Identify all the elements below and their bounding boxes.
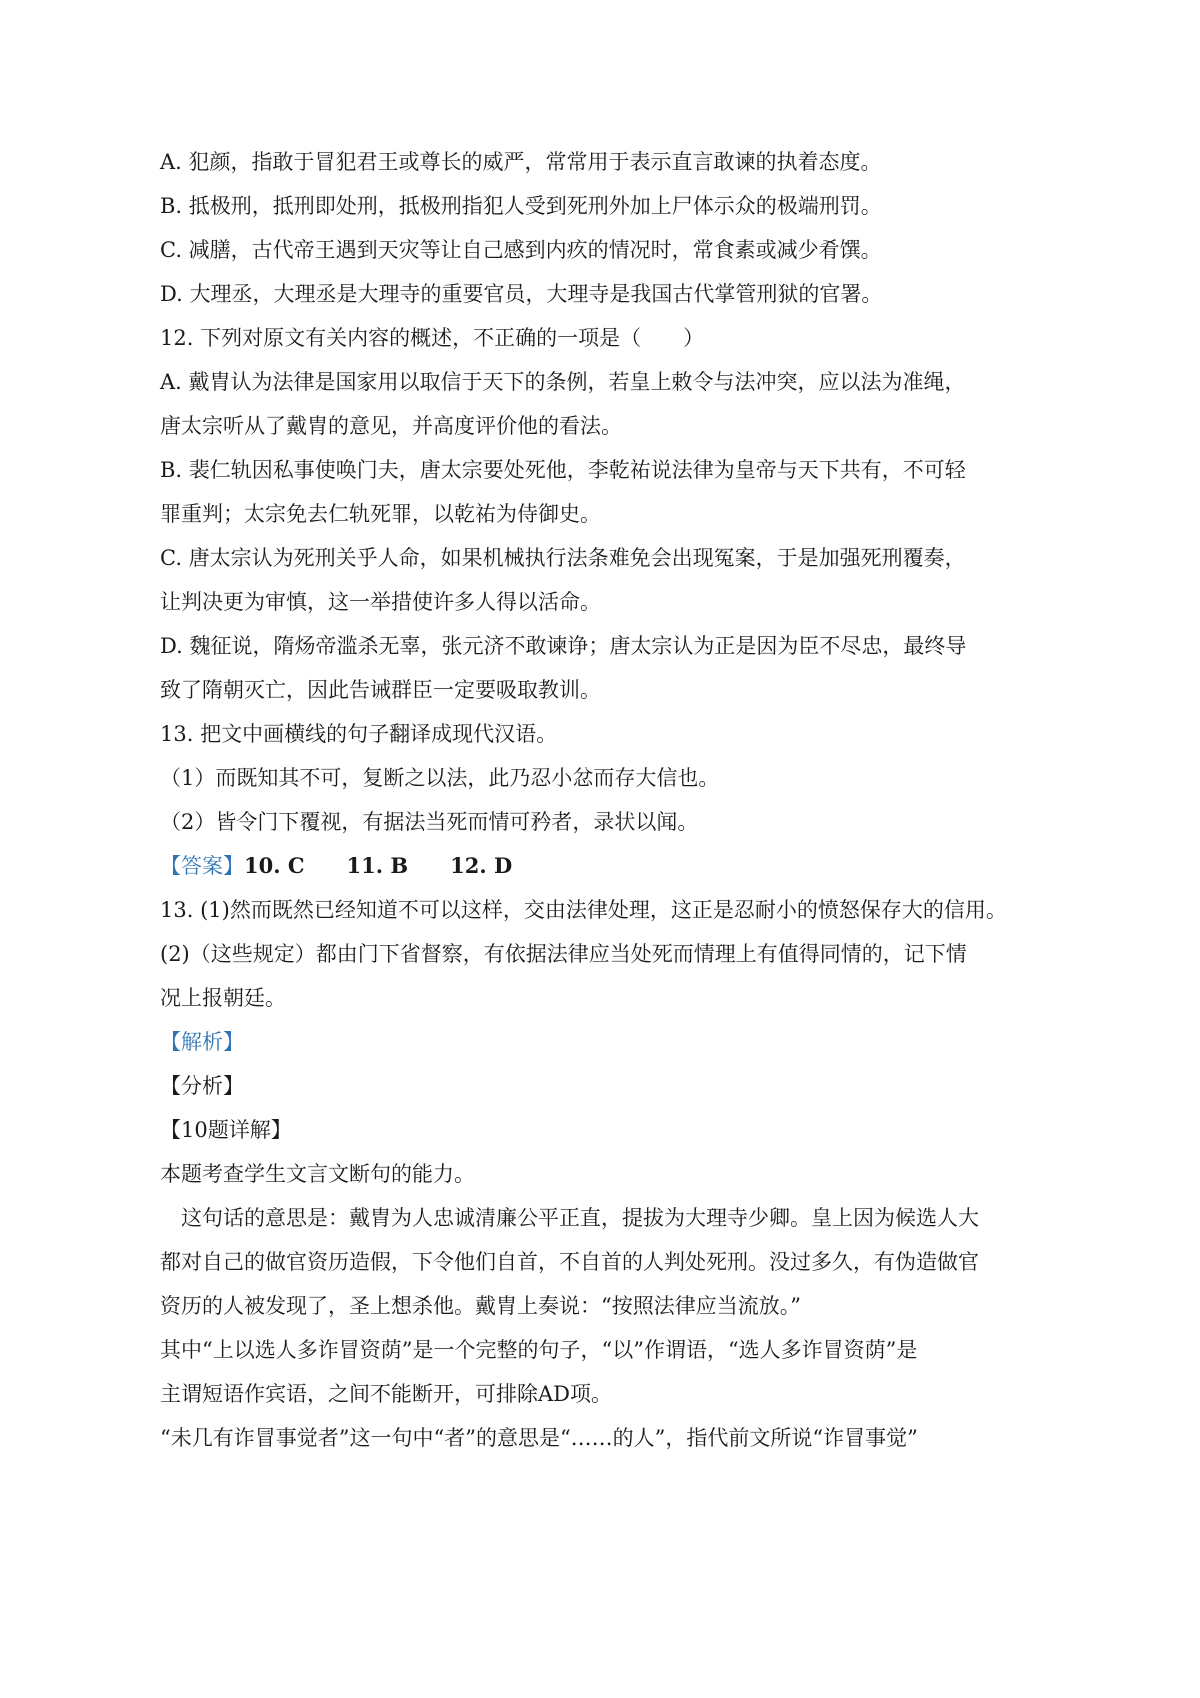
q12-line: C. 唐太宗认为死刑关乎人命，如果机械执行法条难免会出现冤案，于是加强死刑覆奏， [160, 546, 966, 570]
q12-line: 让判决更为审慎，这一举措使许多人得以活命。 [160, 590, 601, 614]
q13-stem: 13. 把文中画横线的句子翻译成现代汉语。 [160, 722, 558, 746]
analysis-fenxi: 【分析】 [160, 1074, 244, 1098]
q12-line: 唐太宗听从了戴胄的意见，并高度评价他的看法。 [160, 414, 622, 438]
q12-line: D. 魏征说，隋炀帝滥杀无辜，张元济不敢谏诤；唐太宗认为正是因为臣不尽忠，最终导 [160, 634, 967, 658]
analysis-line: 本题考查学生文言文断句的能力。 [160, 1162, 475, 1186]
answer-translation-line: 13. (1)然而既然已经知道不可以这样，交由法律处理，这正是忍耐小的愤怒保存大的信用。 [160, 898, 1007, 922]
q11-option-c: C. 减膳，古代帝王遇到天灾等让自己感到内疚的情况时，常食素或减少肴馔。 [160, 238, 882, 262]
analysis-line: 主谓短语作宾语，之间不能断开，可排除AD项。 [160, 1382, 613, 1406]
q11-option-d: D. 大理丞，大理丞是大理寺的重要官员，大理寺是我国古代掌管刑狱的官署。 [160, 282, 883, 306]
q13-item: （2）皆令门下覆视，有据法当死而情可矜者，录状以闻。 [160, 810, 699, 834]
analysis-line: 这句话的意思是：戴胄为人忠诚清廉公平正直，提拔为大理寺少卿。皇上因为候选人大 [160, 1206, 979, 1230]
analysis-line: 资历的人被发现了，圣上想杀他。戴胄上奏说：“按照法律应当流放。” [160, 1294, 801, 1318]
answer-line [160, 854, 512, 878]
q12-line: 罪重判；太宗免去仁轨死罪，以乾祐为侍御史。 [160, 502, 601, 526]
answer-tag: 【答案】 [160, 854, 244, 878]
q12-line: 致了隋朝灭亡，因此告诫群臣一定要吸取教训。 [160, 678, 601, 702]
q12-stem: 12. 下列对原文有关内容的概述，不正确的一项是（ ） [160, 326, 705, 350]
answer-translation-line: 况上报朝廷。 [160, 986, 286, 1010]
analysis-line: “未几有诈冒事觉者”这一句中“者”的意思是“……的人”，指代前文所说“诈冒事觉” [160, 1426, 918, 1450]
analysis-tag: 【解析】 [160, 1030, 244, 1054]
q11-option-b: B. 抵极刑，抵刑即处刑，抵极刑指犯人受到死刑外加上尸体示众的极端刑罚。 [160, 194, 882, 218]
answer-choices: 10. C 11. B 12. D [244, 853, 513, 878]
q12-line: B. 裴仁轨因私事使唤门夫，唐太宗要处死他，李乾祐说法律为皇帝与天下共有，不可轻 [160, 458, 966, 482]
q11-option-a: A. 犯颜，指敢于冒犯君王或尊长的威严，常常用于表示直言敢谏的执着态度。 [160, 150, 882, 174]
answer-translation-line: (2)（这些规定）都由门下省督察，有依据法律应当处死而情理上有值得同情的，记下情 [160, 942, 967, 966]
analysis-line: 其中“上以选人多诈冒资荫”是一个完整的句子，“以”作谓语，“选人多诈冒资荫”是 [160, 1338, 918, 1362]
analysis-line: 都对自己的做官资历造假，下令他们自首，不自首的人判处死刑。没过多久，有伪造做官 [160, 1250, 979, 1274]
analysis-detail-title: 【10题详解】 [160, 1118, 292, 1142]
q12-line: A. 戴胄认为法律是国家用以取信于天下的条例，若皇上敕令与法冲突，应以法为准绳， [160, 370, 966, 394]
q13-item: （1）而既知其不可，复断之以法，此乃忍小忿而存大信也。 [160, 766, 720, 790]
